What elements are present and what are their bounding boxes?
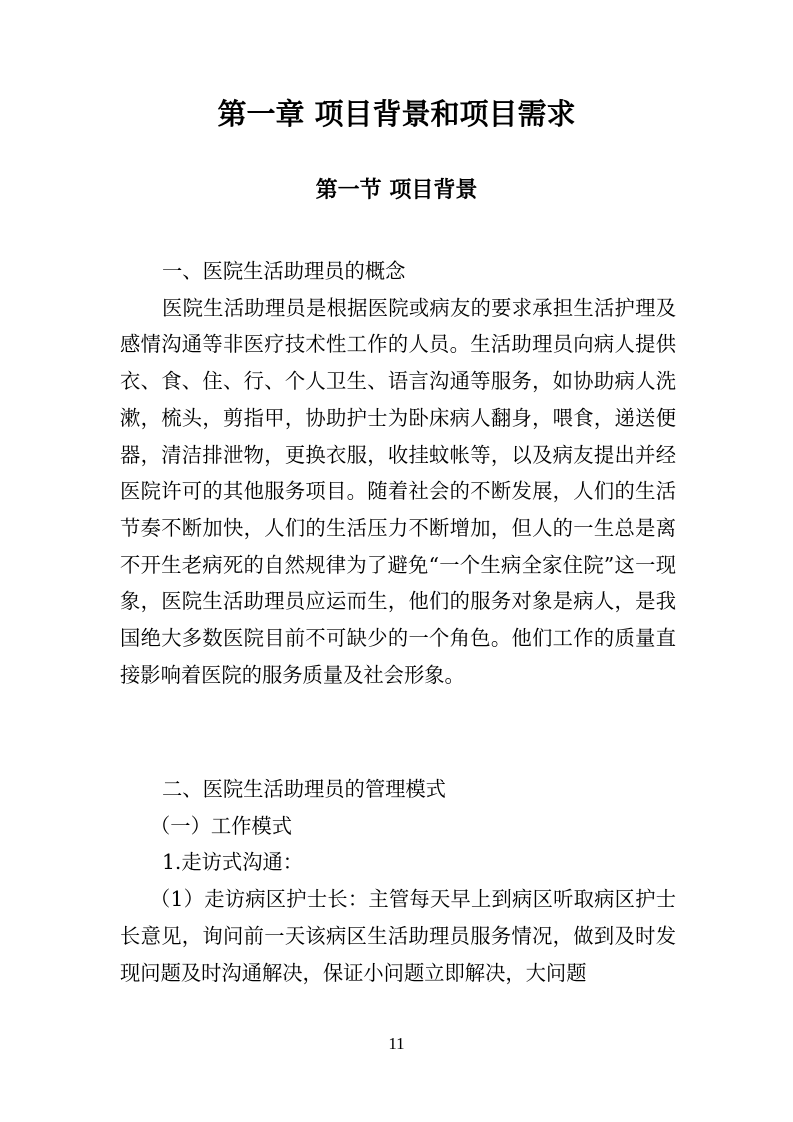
part2-paragraph: （1）走访病区护士长：主管每天早上到病区听取病区护士长意见，询问前一天该病区生活助理员服务情况，做到及时发现问题及时沟通解决，保证小问题立即解决，大问题 xyxy=(120,887,676,985)
chapter-title: 第一章 项目背景和项目需求 xyxy=(217,97,576,131)
page-number: 11 xyxy=(388,1034,405,1053)
part1-paragraph: 医院生活助理员是根据医院或病友的要求承担生活护理及感情沟通等非医疗技术性工作的人员。生活助理员向病人提供衣、食、住、行、个人卫生、语言沟通等服务，如协助病人洗漱，梳头，剪指甲，协助护士为卧床病人翻身，喂食，递送便器，清洁排泄物，更换衣服，收挂蚊帐等，以及病友提出并经医院许可的其他服务项目。随着社会的不断发展，人们的生活节奏不断加快，人们的生活压力不断增加，但人的一生总是离不开生老病死的自然规律为了避免“一个生病全家住院”这一现象，医院生活助理员应运而生，他们的服务对象是病人，是我国绝大多数医院目前不可缺少的一个角色。他们工作的质量直接影响着医院的服务质量及社会形象。 xyxy=(120,295,676,687)
section-title: 第一节 项目背景 xyxy=(315,177,478,203)
part1-heading: 一、医院生活助理员的概念 xyxy=(162,259,406,283)
part2-block xyxy=(120,771,676,991)
part2-item: 1.走访式沟通： xyxy=(162,850,304,875)
part2-heading: 二、医院生活助理员的管理模式 xyxy=(162,777,446,801)
part1-block xyxy=(120,253,676,693)
part2-subheading: （一）工作模式 xyxy=(150,813,292,838)
